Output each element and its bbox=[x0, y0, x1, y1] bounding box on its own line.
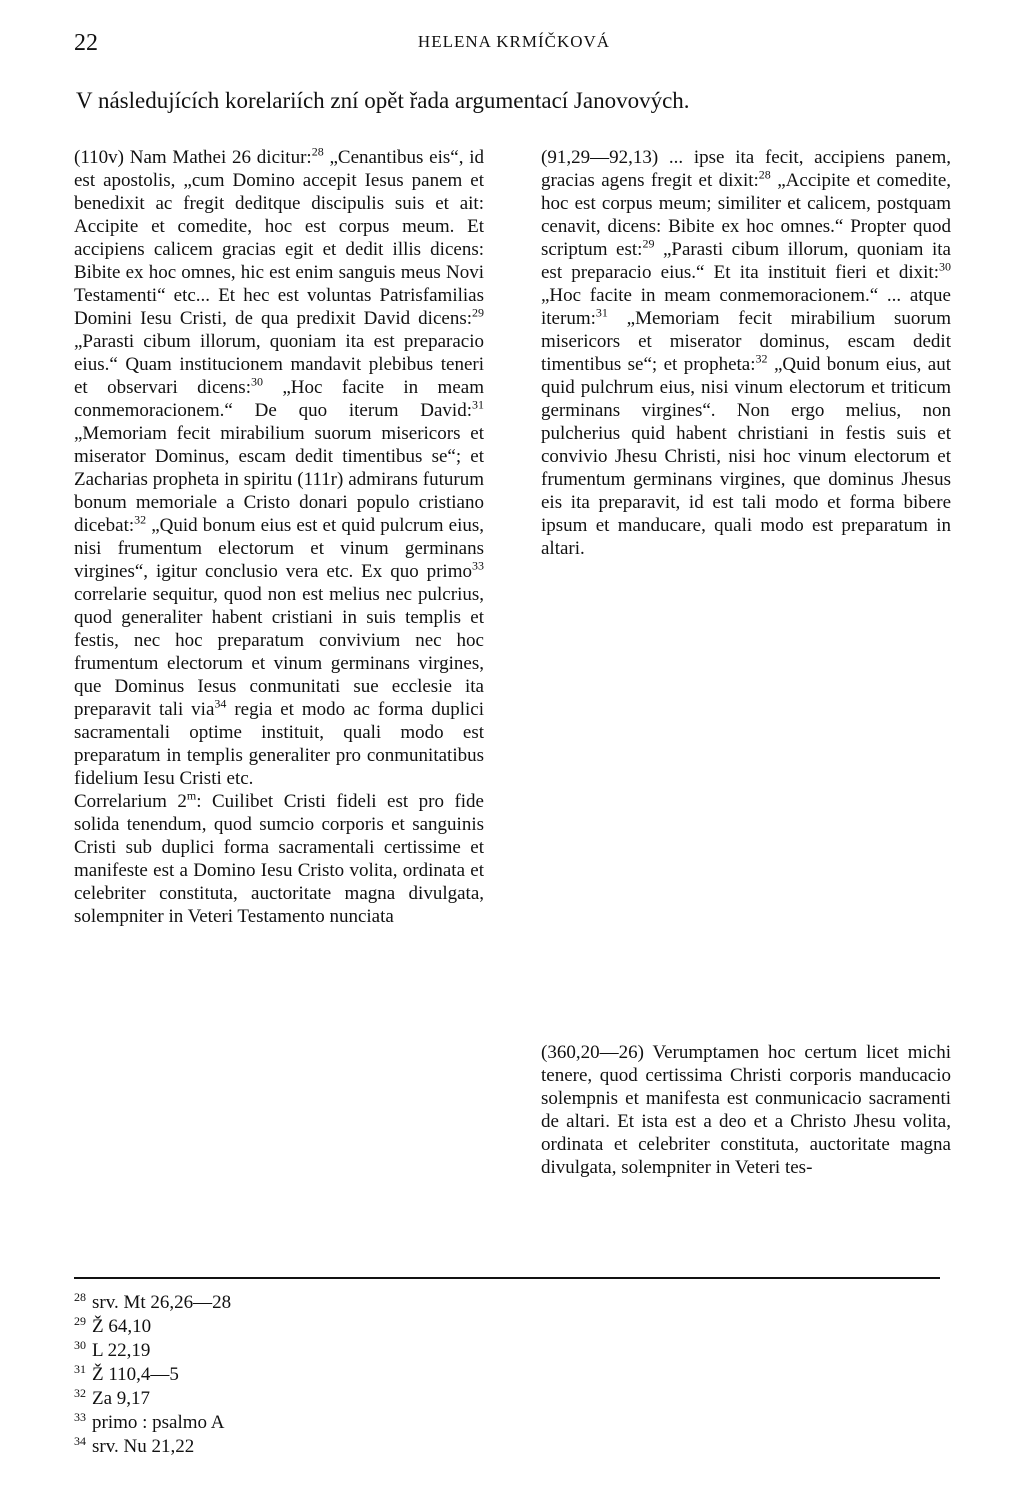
footnote-ref: 28 bbox=[758, 167, 771, 182]
footnote-ref: 31 bbox=[472, 397, 484, 412]
text-run: „Cenantibus eis“, id est apostolis, „cum Domino accepit Iesus panem et benedixit ac fregit deditque discipulis suis et ait: Accipite et comedite, hoc est corpus meum. Et accipiens calicem gracias egit et dedit illis dicens: Bibite ex hoc omnes, hic est enim sanguis meus Novi Testamenti“ etc... Et hec est voluntas Patrisfamilias Domini Iesu Cristi, de qua predixit David dicens: bbox=[74, 147, 485, 329]
left-paragraph-2 bbox=[74, 790, 484, 928]
text-run: Correlarium 2 bbox=[74, 791, 187, 812]
text-run: „Parasti cibum illorum, quoniam ita est preparacio eius.“ Quam institucionem mandavit plebibus teneri et observari dicens: bbox=[74, 331, 484, 398]
right-paragraph-1 bbox=[541, 146, 951, 560]
page-header bbox=[74, 30, 954, 60]
footnote-text: srv. Mt 26,26—28 bbox=[92, 1292, 232, 1313]
footnote-number: 29 bbox=[74, 1313, 86, 1328]
right-column-top bbox=[541, 146, 951, 560]
text-run: „Memoriam fecit mirabilium suorum misericors et miserator dominus, escam dedit timentibus se“; et propheta: bbox=[541, 308, 951, 375]
footnote-ref: 29 bbox=[472, 305, 484, 320]
text-run: „Memoriam fecit mirabilium suorum misericors et miserator Dominus, escam dedit timentibus se“; et Zacharias propheta in spiritu (111r) admirans futurum bonum memoriale a Cristo donari populo cristiano dicebat: bbox=[74, 423, 484, 536]
intro-sentence: V následujících korelariích zní opět řada argumentací Janovových. bbox=[76, 88, 690, 113]
footnote-number: 32 bbox=[74, 1385, 86, 1400]
text-run: „Parasti cibum illorum, quoniam ita est preparacio eius.“ Et ita instituit fieri et dixit: bbox=[541, 239, 951, 283]
footnote bbox=[74, 1411, 474, 1435]
footnote bbox=[74, 1315, 474, 1339]
text-run: regia et modo ac forma duplici sacramentali optime instituit, quali modo est preparatum in templis generaliter pro conmunitatibus fidelium Iesu Cristi etc. bbox=[74, 699, 485, 789]
footnote-text: Ž 64,10 bbox=[92, 1316, 152, 1337]
running-head: HELENA KRMÍČKOVÁ bbox=[417, 32, 611, 51]
text-run: (110v) Nam Mathei 26 dicitur: bbox=[74, 147, 312, 168]
footnote-text: Ž 110,4—5 bbox=[92, 1364, 179, 1385]
text-run: correlarie sequitur, quod non est melius nec pulcrius, quod generaliter habent cristiani in suis templis et festis, nec hoc preparatum convivium nec hoc frumentum electorum et vinum germinans virgines, que Dominus Iesus conmunitati sue ecclesie ita preparavit tali via bbox=[74, 584, 484, 720]
footnote-ref: 29 bbox=[642, 236, 655, 251]
footnote-number: 30 bbox=[74, 1337, 86, 1352]
right-paragraph-2: (360,20—26) Verumptamen hoc certum licet michi tenere, quod certissima Christi corporis manducacio solempnis et manifesta est conmunicacio sacramenti de altari. Et ista est a deo et a Christo Jhesu volita, ordinata et celebriter constituta, auctoritate magna divulgata, solempniter in Veteri tes- bbox=[541, 1042, 951, 1178]
footnote-ref: 30 bbox=[939, 259, 951, 274]
footnote-number: 34 bbox=[74, 1433, 86, 1448]
footnote bbox=[74, 1291, 474, 1315]
footnote-ref: 30 bbox=[250, 374, 263, 389]
text-run: : Cuilibet Cristi fideli est pro fide solida tenendum, quod sumcio corporis et sanguinis Cristi sub duplici forma sacramentali certissime et manifeste est a Domino Iesu Cristo volita, ordinata et celebriter constituta, auctoritate magna divulgata, solempniter in Veteri Testamento nunciata bbox=[74, 791, 484, 927]
footnote-number: 31 bbox=[74, 1361, 86, 1376]
footnote-text: primo : psalmo A bbox=[92, 1412, 225, 1433]
footnote-ref: 32 bbox=[755, 351, 768, 366]
footnote bbox=[74, 1387, 474, 1411]
footnote bbox=[74, 1363, 474, 1387]
footnote-number: 33 bbox=[74, 1409, 86, 1424]
footnote-ref: 28 bbox=[311, 144, 324, 159]
left-column bbox=[74, 146, 484, 928]
page-number: 22 bbox=[74, 30, 98, 56]
text-run: „Accipite et comedite, hoc est corpus meum; similiter et calicem, postquam cenavit, dicens: Bibite ex hoc omnes.“ Propter quod scriptum est: bbox=[541, 170, 951, 260]
text-run: „Hoc facite in meam conmemoracionem.“ ... atque iterum: bbox=[541, 285, 951, 329]
right-column-bottom bbox=[541, 1041, 951, 1179]
footnote-rule bbox=[74, 1277, 940, 1279]
footnote-ref: 32 bbox=[134, 512, 147, 527]
text-run: (91,29—92,13) ... ipse ita fecit, accipiens panem, gracias agens fregit et dixit: bbox=[541, 147, 951, 191]
footnote bbox=[74, 1435, 474, 1459]
footnotes bbox=[74, 1291, 474, 1459]
footnote bbox=[74, 1339, 474, 1363]
text-run: „Hoc facite in meam conmemoracionem.“ De quo iterum David: bbox=[74, 377, 484, 421]
footnote-ref: 34 bbox=[214, 696, 227, 711]
footnote-ref: 33 bbox=[472, 558, 484, 573]
superscript: m bbox=[186, 788, 197, 803]
text-run: „Quid bonum eius est et quid pulcrum eius, nisi frumentum electorum et vinum germinans virgines“, igitur conclusio vera etc. Ex quo primo bbox=[74, 515, 484, 582]
left-paragraph-1 bbox=[74, 146, 484, 790]
footnote-text: srv. Nu 21,22 bbox=[92, 1436, 195, 1457]
footnote-number: 28 bbox=[74, 1289, 86, 1304]
footnote-text: Za 9,17 bbox=[92, 1388, 151, 1409]
footnote-text: L 22,19 bbox=[92, 1340, 151, 1361]
footnote-ref: 31 bbox=[595, 305, 608, 320]
text-run: „Quid bonum eius, aut quid pulchrum eius, nisi vinum electorum et triticum germinans virgines“. Non ergo melius, non pulcherius quid habent christiani in festis suis et convivio Jhesu Christi, nisi hoc vinum electorum et frumentum germinans virgines, que dominus Jhesus eis ita preparavit, id est tali modo et forma bibere ipsum et manducare, quali modo est preparatum in altari. bbox=[541, 354, 952, 559]
